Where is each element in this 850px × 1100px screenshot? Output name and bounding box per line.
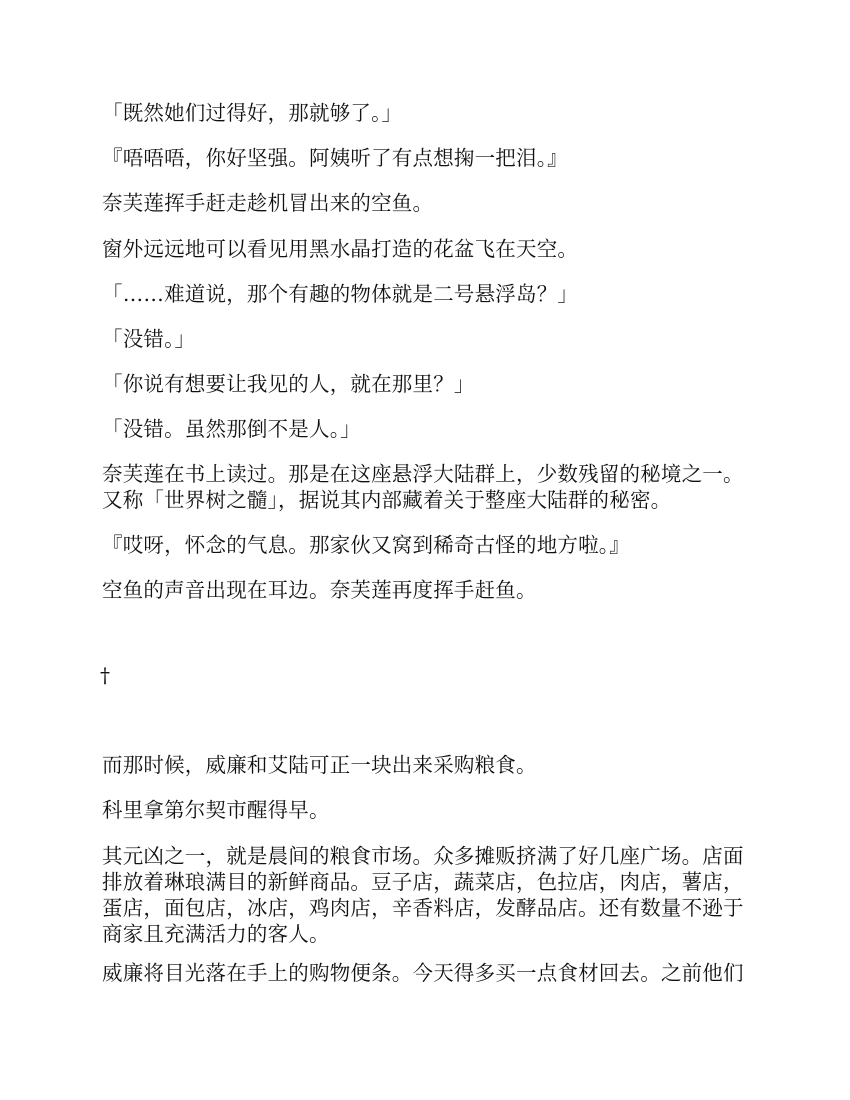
paragraph: 「你说有想要让我见的人，就在那里？」 bbox=[102, 372, 475, 396]
paragraph: 「没错。」 bbox=[102, 327, 196, 351]
paragraph: 威廉将目光落在手上的购物便条。今天得多买一点食材回去。之前他们 bbox=[102, 961, 744, 985]
section-separator: † bbox=[100, 663, 110, 687]
paragraph: 而那时候，威廉和艾陆可正一块出来采购粮食。 bbox=[102, 753, 537, 777]
paragraph: 「……难道说，那个有趣的物体就是二号悬浮岛？」 bbox=[102, 282, 579, 306]
paragraph: 奈芙莲在书上读过。那是在这座悬浮大陆群上，少数残留的秘境之一。又称「世界树之髓」，据说其内部藏着关于整座大陆群的秘密。 bbox=[102, 462, 744, 512]
paragraph: 窗外远远地可以看见用黑水晶打造的花盆飞在天空。 bbox=[102, 237, 579, 261]
paragraph: 奈芙莲挥手赶走趁机冒出来的空鱼。 bbox=[102, 191, 434, 215]
paragraph: 『唔唔唔，你好坚强。阿姨听了有点想掬一把泪。』 bbox=[102, 146, 568, 170]
paragraph: 「没错。虽然那倒不是人。」 bbox=[102, 417, 361, 441]
paragraph: 科里拿第尔契市醒得早。 bbox=[102, 798, 330, 822]
paragraph: 空鱼的声音出现在耳边。奈芙莲再度挥手赶鱼。 bbox=[102, 578, 537, 602]
paragraph: 『哎呀，怀念的气息。那家伙又窝到稀奇古怪的地方啦。』 bbox=[102, 533, 630, 557]
paragraph: 其元凶之一，就是晨间的粮食市场。众多摊贩挤满了好几座广场。店面排放着琳琅满目的新鲜商品。豆子店，蔬菜店，色拉店，肉店，薯店，蛋店，面包店，冰店，鸡肉店，辛香料店，发酵品店。还有数量不逊于商家且充满活力的客人。 bbox=[102, 844, 744, 946]
paragraph: 「既然她们过得好，那就够了。」 bbox=[102, 101, 403, 125]
